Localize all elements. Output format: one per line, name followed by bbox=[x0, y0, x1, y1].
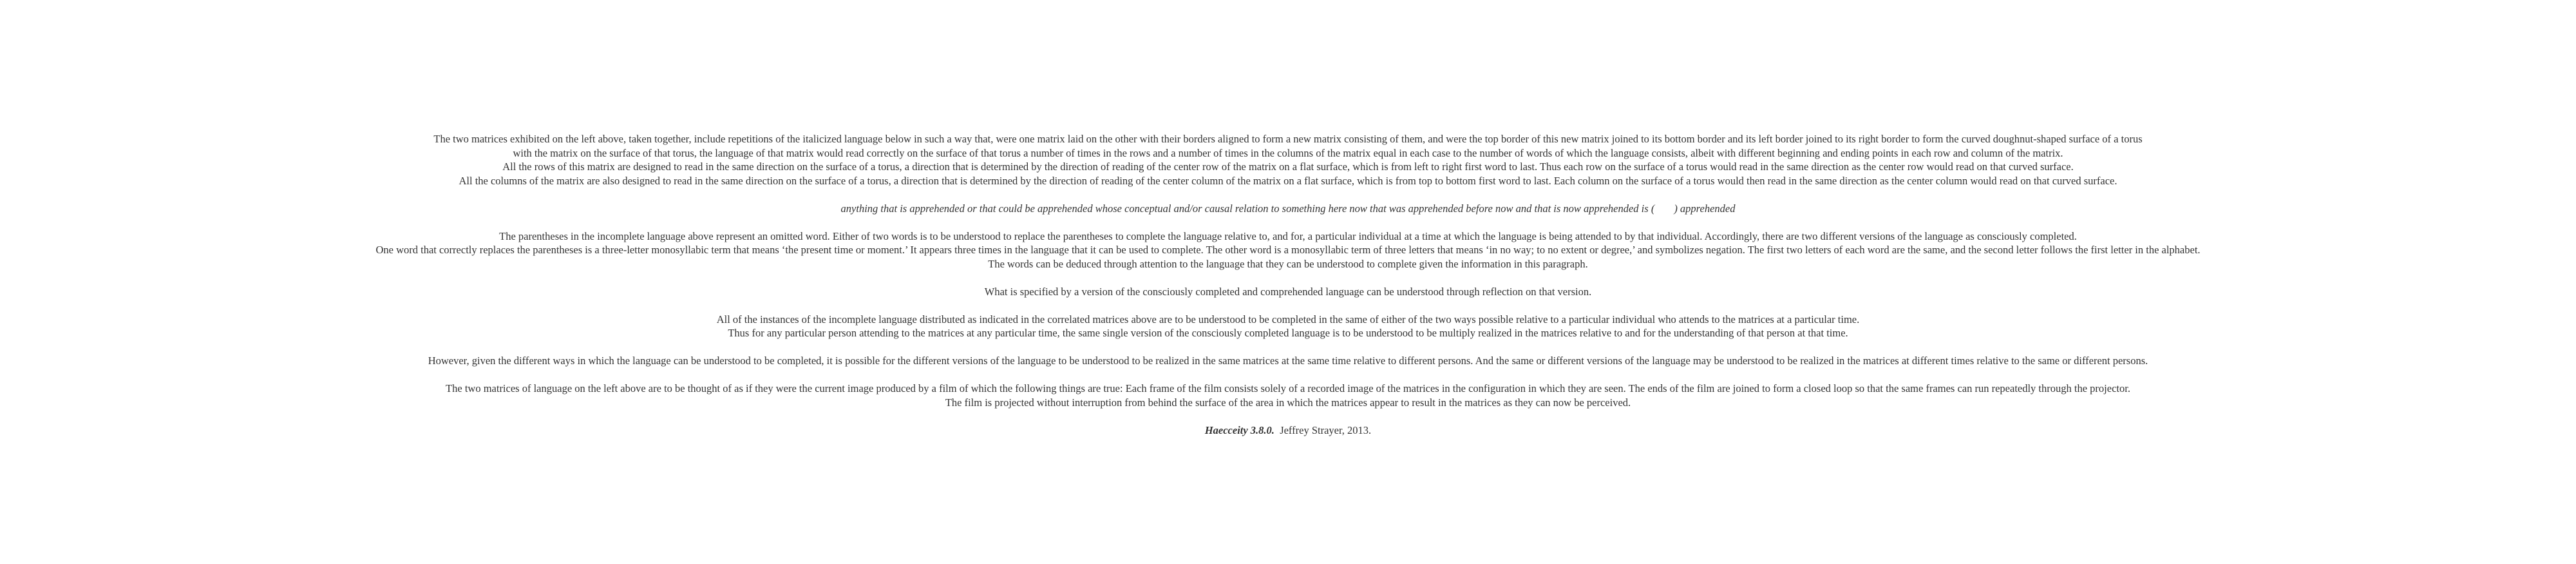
incomplete-language-line bbox=[0, 202, 2576, 216]
parentheses-line: The parentheses in the incomplete language above represent an omitted word. Either of two words is to be understood to replace the parentheses to complete the language relative to, and for, a particular individual at a time at which the language is being attended to by that individual. Accordingly, there are two different versions of the language as consciously completed. bbox=[499, 229, 2077, 242]
specified-paragraph bbox=[0, 285, 2576, 299]
instances-paragraph bbox=[0, 313, 2576, 340]
film-line: The film is projected without interruption from behind the surface of the area in which the matrices appear to result in the matrices as they can now be perceived. bbox=[945, 396, 1631, 409]
film-line: The two matrices of language on the left above are to be thought of as if they were the current image produced by a film of which the following things are true: Each frame of the film consists solely of a recorded image of the matrices in the configuration in which they are seen. The ends of the film are joined to form a closed loop so that the same frames can run repeatedly through the projector. bbox=[446, 382, 2130, 394]
instances-line: All of the instances of the incomplete language distributed as indicated in the correlated matrices above are to be understood to be completed in the same of either of the two ways possible relative to a particular individual who attends to the matrices at a particular time. bbox=[716, 313, 1860, 326]
parentheses-paragraph bbox=[0, 229, 2576, 271]
intro-line: All the columns of the matrix are also designed to read in the same direction on the surface of a torus, a direction that is determined by the direction of reading of the center column of the matrix on a flat surface, which is from top to bottom first word to last. Each column on the surface of a torus would then read in the same direction as the center column would read on that curved surface. bbox=[459, 174, 2117, 187]
specified-line: What is specified by a version of the consciously completed and comprehended language can be understood through reflection on that version. bbox=[984, 285, 1592, 298]
language-before-parentheses: anything that is apprehended or that could be apprehended whose conceptual and/or causal relation to something here now that was apprehended before now and that is now apprehended is ( bbox=[840, 202, 1655, 215]
work-title: Haecceity 3.8.0. bbox=[1204, 423, 1274, 436]
parentheses-line: One word that correctly replaces the parentheses is a three-letter monosyllabic term that means ‘the present time or moment.’ It appears three times in the language that it can be used to complete. The other word is a monosyllabic term of three letters that means ‘in no way; to no extent or degree,’ and symbolizes negation. The first two letters of each word are the same, and the second letter follows the first letter in the alphabet. bbox=[375, 244, 2201, 256]
intro-line: The two matrices exhibited on the left above, taken together, include repetitions of the italicized language below in such a way that, were one matrix laid on the other with their borders aligned to form a new matrix consisting of them, and were the top border of this new matrix joined to its bottom border and its left border joined to its right border to form the curved doughnut-shaped surface of a torus bbox=[433, 133, 2143, 145]
however-line: However, given the different ways in which the language can be understood to be completed, it is possible for the different versions of the language to be understood to be realized in the same matrices at the same time relative to different persons. And the same or different versions of the language may be understood to be realized in the matrices at different times relative to the same or different persons. bbox=[428, 355, 2148, 367]
credit-line bbox=[0, 423, 2576, 438]
instances-line: Thus for any particular person attending to the matrices at any particular time, the same single version of the consciously completed language is to be understood to be multiply realized in the matrices relative to and for the understanding of that person at that time. bbox=[728, 327, 1848, 339]
however-paragraph bbox=[0, 354, 2576, 368]
artist-byline: Jeffrey Strayer, 2013. bbox=[1274, 423, 1372, 436]
language-after-parentheses: ) apprehended bbox=[1674, 202, 1736, 215]
film-paragraph bbox=[0, 382, 2576, 409]
credit bbox=[0, 423, 2576, 438]
intro-line: All the rows of this matrix are designed to read in the same direction on the surface of a torus, a direction that is determined by the direction of reading of the center row of the matrix on a flat surface, which is from left to right first word to last. Thus each row on the surface of a torus would read in the same direction as the center row would read on that curved surface. bbox=[502, 160, 2074, 173]
incomplete-language bbox=[0, 202, 2576, 216]
intro-paragraph bbox=[0, 132, 2576, 188]
intro-line: with the matrix on the surface of that torus, the language of that matrix would read correctly on the surface of that torus a number of times in the rows and a number of times in the columns of the matrix equal in each case to the number of words of which the language consists, albeit with different beginning and ending points in each row and column of the matrix. bbox=[513, 146, 2063, 159]
document-body bbox=[0, 132, 2576, 451]
parentheses-line: The words can be deduced through attention to the language that they can be understood to complete given the information in this paragraph. bbox=[988, 257, 1588, 270]
